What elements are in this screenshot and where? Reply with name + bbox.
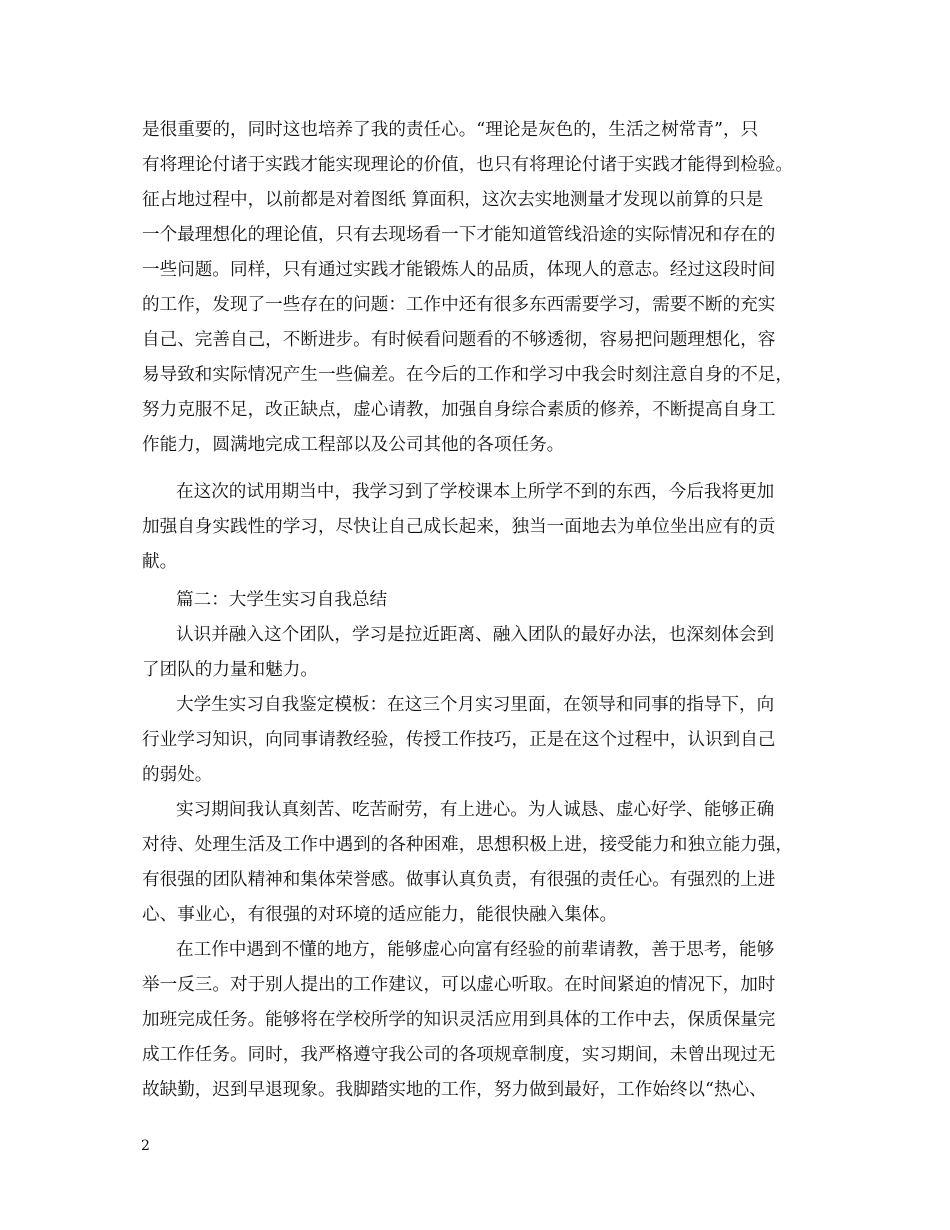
text-line: 努力克服不足，改正缺点，虚心请教，加强自身综合素质的修养，不断提高自身工 [142, 400, 776, 420]
text-line: 心、事业心，有很强的对环境的适应能力，能很快融入集体。 [142, 905, 618, 925]
text-line: 的工作，发现了一些存在的问题：工作中还有很多东西需要学习，需要不断的充实 [142, 295, 776, 315]
text-line: 对待、处理生活及工作中遇到的各种困难，思想积极上进，接受能力和独立能力强， [142, 835, 793, 855]
text-line: 有很强的团队精神和集体荣誉感。做事认真负责，有很强的责任心。有强烈的上进 [142, 870, 776, 890]
section-heading: 篇二：大学生实习自我总结 [176, 590, 388, 610]
text-line: 是很重要的，同时这也培养了我的责任心。“理论是灰色的，生活之树常青”，只 [142, 120, 759, 140]
text-line: 加班完成任务。能够将在学校所学的知识灵活应用到具体的工作中去，保质保量完 [142, 1010, 776, 1030]
paragraph-first-line: 在工作中遇到不懂的地方，能够虚心向富有经验的前辈请教，善于思考，能够 [176, 940, 775, 960]
text-line: 自己、完善自己，不断进步。有时候看问题看的不够透彻，容易把问题理想化，容 [142, 330, 776, 350]
text-line: 征占地过程中，以前都是对着图纸 算面积，这次去实地测量才发现以前算的只是 [142, 190, 764, 210]
paragraph-first-line: 认识并融入这个团队，学习是拉近距离、融入团队的最好办法，也深刻体会到 [176, 625, 775, 645]
text-line: 易导致和实际情况产生一些偏差。在今后的工作和学习中我会时刻注意自身的不足， [142, 365, 793, 385]
paragraph-first-line: 在这次的试用期当中，我学习到了学校课本上所学不到的东西，今后我将更加 [176, 482, 775, 502]
text-line: 了团队的力量和魅力。 [142, 660, 318, 680]
paragraph-first-line: 大学生实习自我鉴定模板：在这三个月实习里面，在领导和同事的指导下，向 [176, 695, 775, 715]
text-line: 加强自身实践性的学习，尽快让自己成长起来，独当一面地去为单位坐出应有的贡 [142, 517, 776, 537]
text-line: 献。 [142, 552, 178, 572]
text-line: 一个最理想化的理论值，只有去现场看一下才能知道管线沿途的实际情况和存在的 [142, 225, 776, 245]
text-line: 故缺勤，迟到早退现象。我脚踏实地的工作，努力做到最好，工作始终以“热心、 [142, 1080, 767, 1100]
text-line: 的弱处。 [142, 765, 213, 785]
text-line: 一些问题。同样，只有通过实践才能锻炼人的品质，体现人的意志。经过这段时间 [142, 260, 776, 280]
paragraph-first-line: 实习期间我认真刻苦、吃苦耐劳，有上进心。为人诚恳、虚心好学、能够正确 [176, 800, 775, 820]
text-line: 行业学习知识，向同事请教经验，传授工作技巧，正是在这个过程中，认识到自己 [142, 730, 776, 750]
text-line: 有将理论付诸于实践才能实现理论的价值，也只有将理论付诸于实践才能得到检验。 [142, 155, 793, 175]
text-line: 成工作任务。同时，我严格遵守我公司的各项规章制度，实习期间，未曾出现过无 [142, 1045, 776, 1065]
text-line: 作能力，圆满地完成工程部以及公司其他的各项任务。 [142, 435, 565, 455]
text-line: 举一反三。对于别人提出的工作建议，可以虚心听取。在时间紧迫的情况下，加时 [142, 975, 776, 995]
page-number: 2 [141, 1138, 150, 1154]
